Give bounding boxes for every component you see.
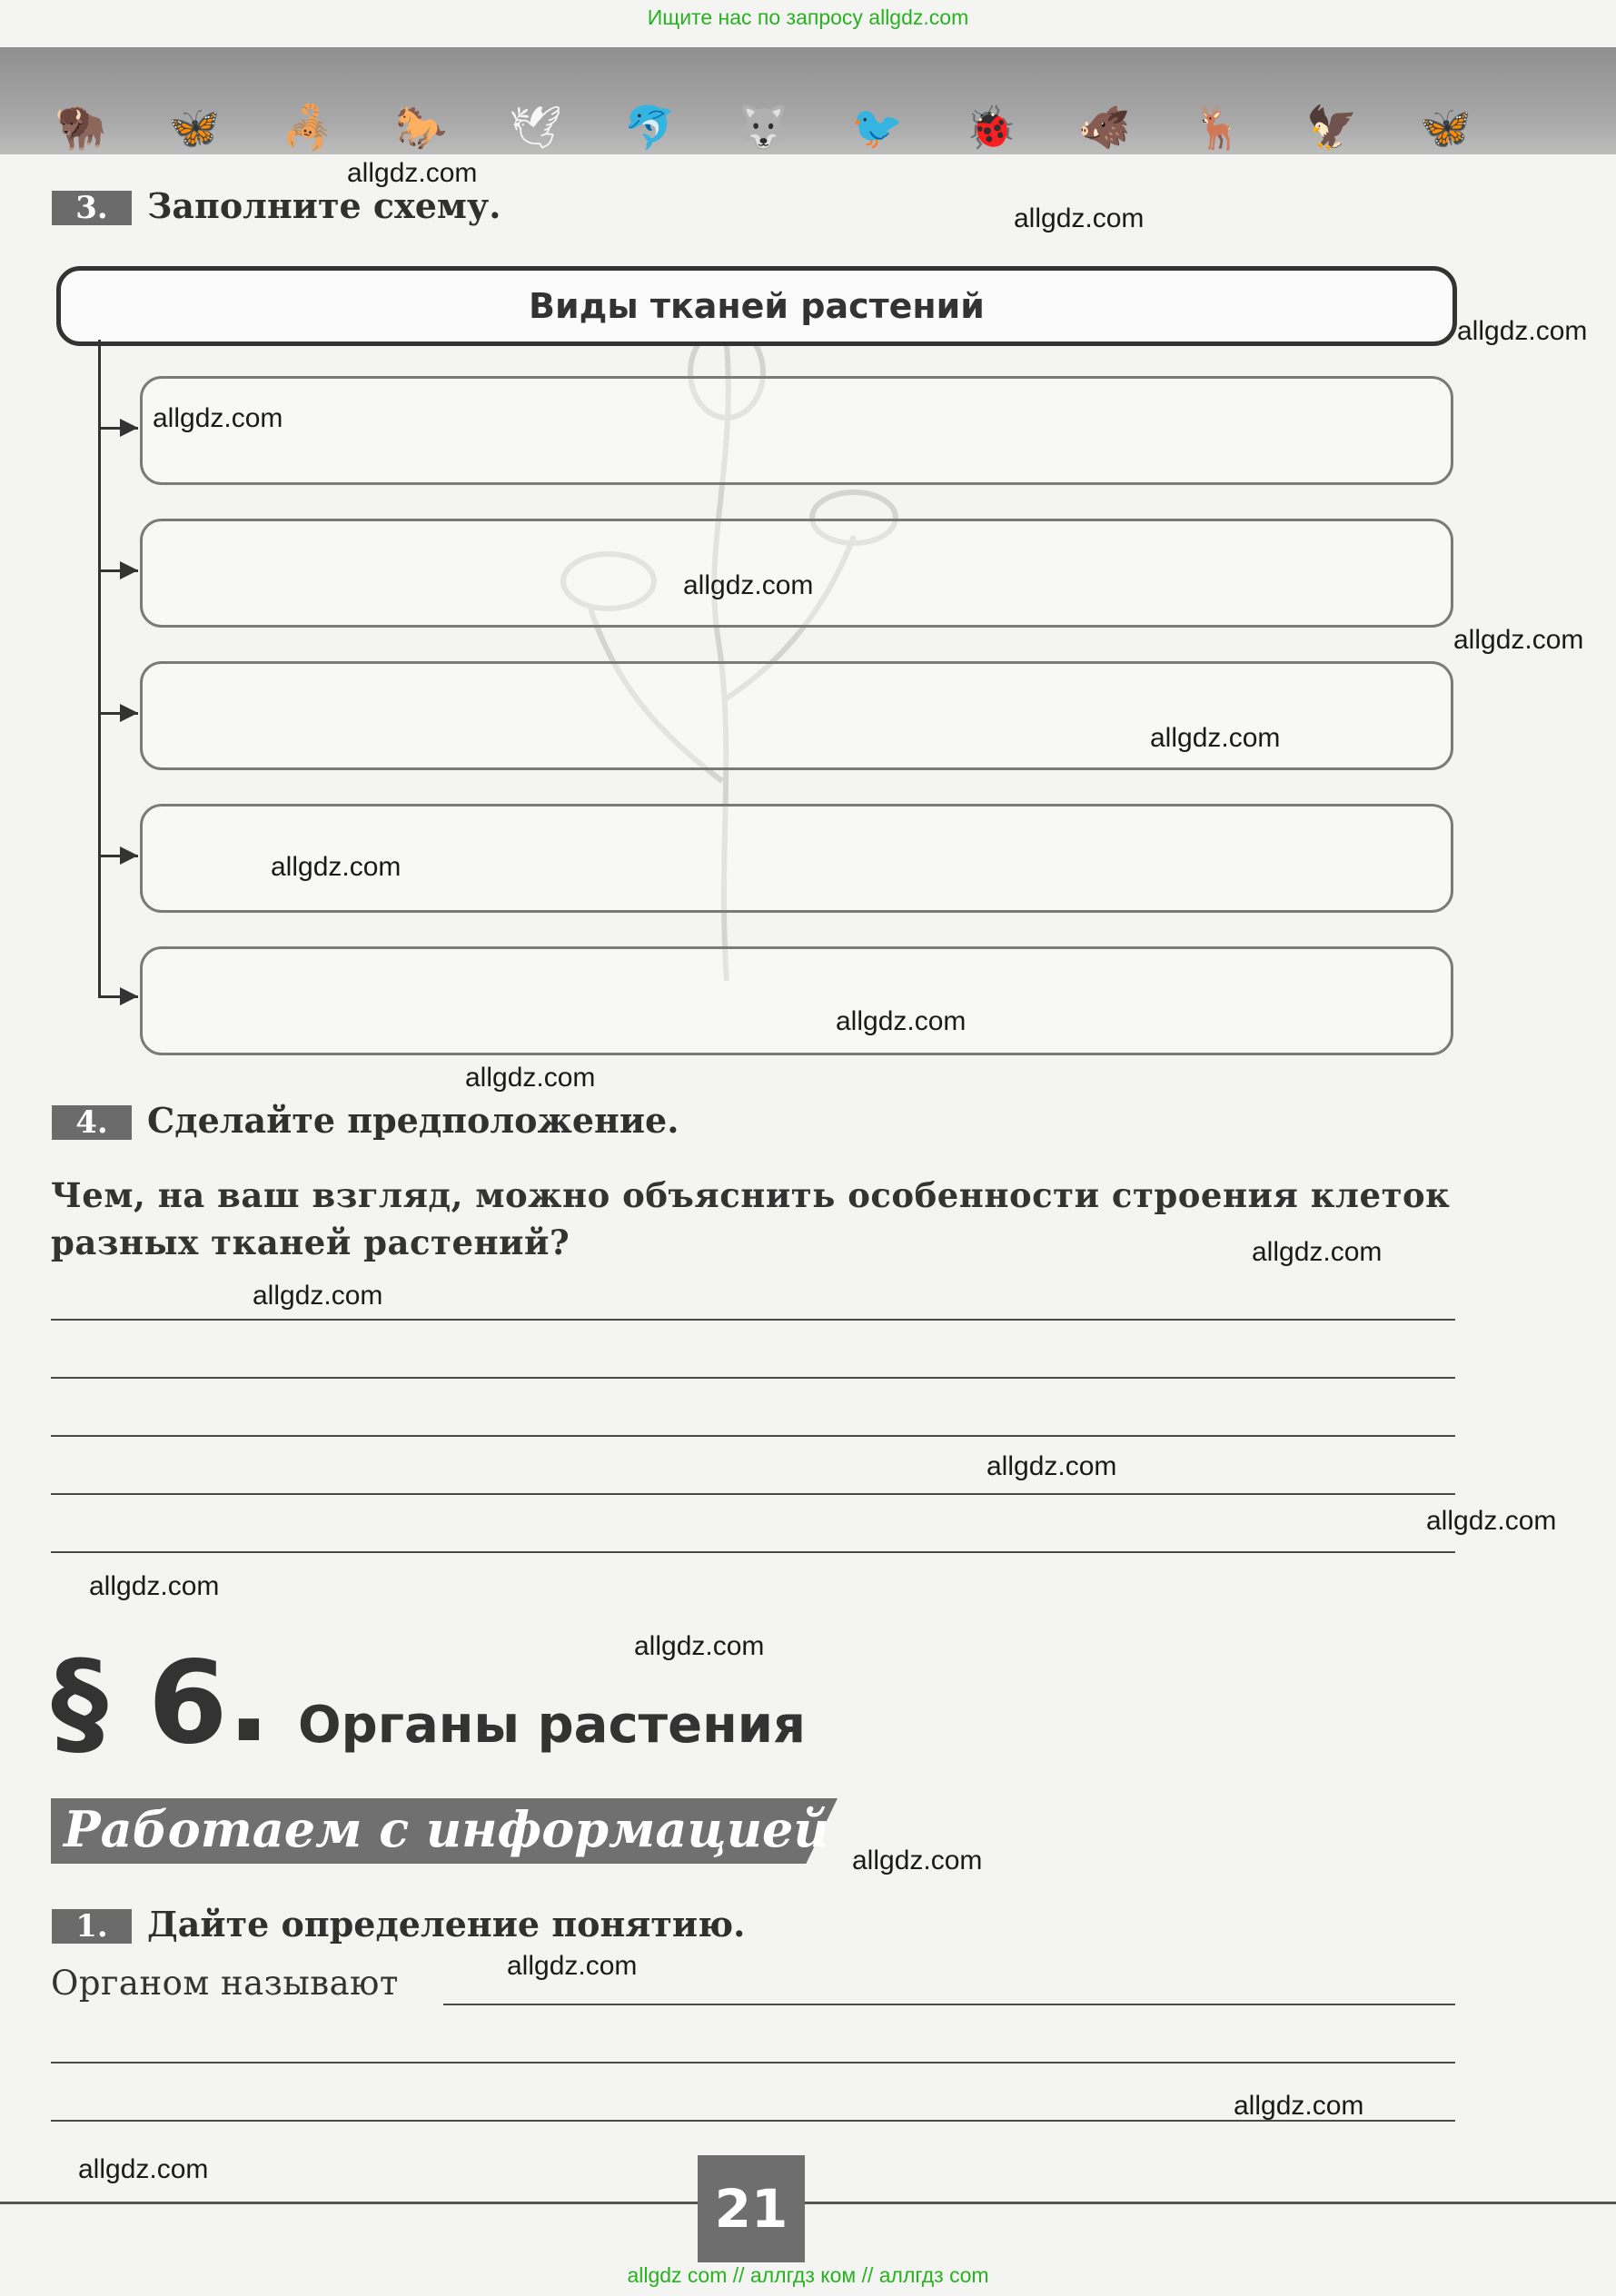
top-site-link[interactable]: Ищите нас по запросу allgdz.com: [647, 5, 969, 29]
animal-icon: 🦋: [1419, 103, 1472, 152]
arrow-right-icon: [120, 704, 138, 722]
animal-icon: 🐞: [965, 103, 1017, 152]
animal-icon: 🦋: [168, 103, 221, 152]
site-watermark: allgdz.com: [836, 1006, 967, 1036]
site-watermark: allgdz.com: [78, 2154, 209, 2184]
site-watermark: allgdz.com: [347, 158, 478, 188]
site-watermark: allgdz.com: [1453, 625, 1584, 655]
task4-question-line2: разных тканей растений?: [51, 1222, 570, 1262]
section-symbol: § 6: [51, 1636, 228, 1769]
task1-title: Дайте определение понятию.: [147, 1904, 746, 1945]
site-watermark: allgdz.com: [507, 1951, 638, 1981]
page-footer-rule: [0, 2202, 1616, 2204]
organ-definition-prompt: Органом называют: [51, 1964, 399, 2003]
site-watermark: allgdz.com: [986, 1451, 1117, 1481]
site-watermark: allgdz.com: [253, 1281, 383, 1311]
site-watermark: allgdz.com: [1234, 2091, 1364, 2121]
site-watermark: allgdz.com: [683, 570, 814, 600]
animal-icon: 🐎: [395, 103, 448, 152]
answer-line[interactable]: [51, 1551, 1455, 1553]
definition-line[interactable]: [443, 2004, 1455, 2005]
site-watermark: allgdz.com: [634, 1631, 765, 1661]
arrow-right-icon: [120, 561, 138, 579]
info-banner-text: Работаем с информацией: [64, 1800, 829, 1858]
site-watermark: allgdz.com: [1457, 316, 1588, 346]
site-watermark: allgdz.com: [852, 1846, 983, 1875]
answer-line[interactable]: [51, 1493, 1455, 1495]
answer-line[interactable]: [51, 1435, 1455, 1437]
animal-icon: 🦌: [1192, 103, 1244, 152]
animal-icon: 🦅: [1305, 103, 1358, 152]
animal-icon: 🦬: [55, 103, 107, 152]
site-watermark: allgdz.com: [271, 852, 402, 882]
scheme-header: Виды тканей растений: [56, 266, 1457, 346]
task4-question-line1: Чем, на ваш взгляд, можно объяснить особенности строения клеток: [51, 1175, 1451, 1215]
animal-icon: 🕊: [509, 103, 562, 152]
animal-icon: 🐗: [1078, 103, 1131, 152]
definition-line[interactable]: [51, 2062, 1455, 2063]
arrow-right-icon: [120, 987, 138, 1005]
task1-number: 1.: [52, 1909, 132, 1944]
animal-icon: 🐦: [851, 103, 904, 152]
task4-number: 4.: [52, 1105, 132, 1140]
answer-line[interactable]: [51, 1319, 1455, 1321]
animal-icon: 🦂: [282, 103, 334, 152]
site-watermark: allgdz.com: [89, 1571, 220, 1601]
task3-title: Заполните схему.: [147, 185, 501, 226]
site-watermark: allgdz.com: [1426, 1506, 1557, 1536]
arrow-right-icon: [120, 846, 138, 865]
site-watermark: allgdz.com: [465, 1063, 596, 1093]
animal-silhouettes: [55, 102, 1472, 153]
answer-line[interactable]: [51, 1377, 1455, 1379]
section-title: Органы растения: [298, 1696, 806, 1755]
site-watermark: allgdz.com: [1252, 1237, 1383, 1267]
scheme-answer-box-5[interactable]: [140, 946, 1453, 1055]
site-watermark: allgdz.com: [1150, 723, 1281, 753]
section-dot: .: [227, 1634, 271, 1767]
task4-title: Сделайте предположение.: [147, 1100, 679, 1141]
task3-number: 3.: [52, 191, 132, 225]
arrow-right-icon: [120, 419, 138, 437]
site-watermark: allgdz.com: [1014, 203, 1145, 233]
site-watermark: allgdz.com: [153, 403, 283, 433]
scheme-answer-box-3[interactable]: [140, 661, 1453, 770]
scheme-answer-box-1[interactable]: [140, 376, 1453, 485]
bottom-site-link[interactable]: allgdz com // аллгдз ком // аллгдз com: [627, 2263, 989, 2287]
page-number: 21: [698, 2155, 805, 2262]
animal-icon: 🐬: [623, 103, 677, 152]
scheme-connector-line: [98, 340, 101, 997]
animal-icon: 🐺: [737, 103, 790, 152]
